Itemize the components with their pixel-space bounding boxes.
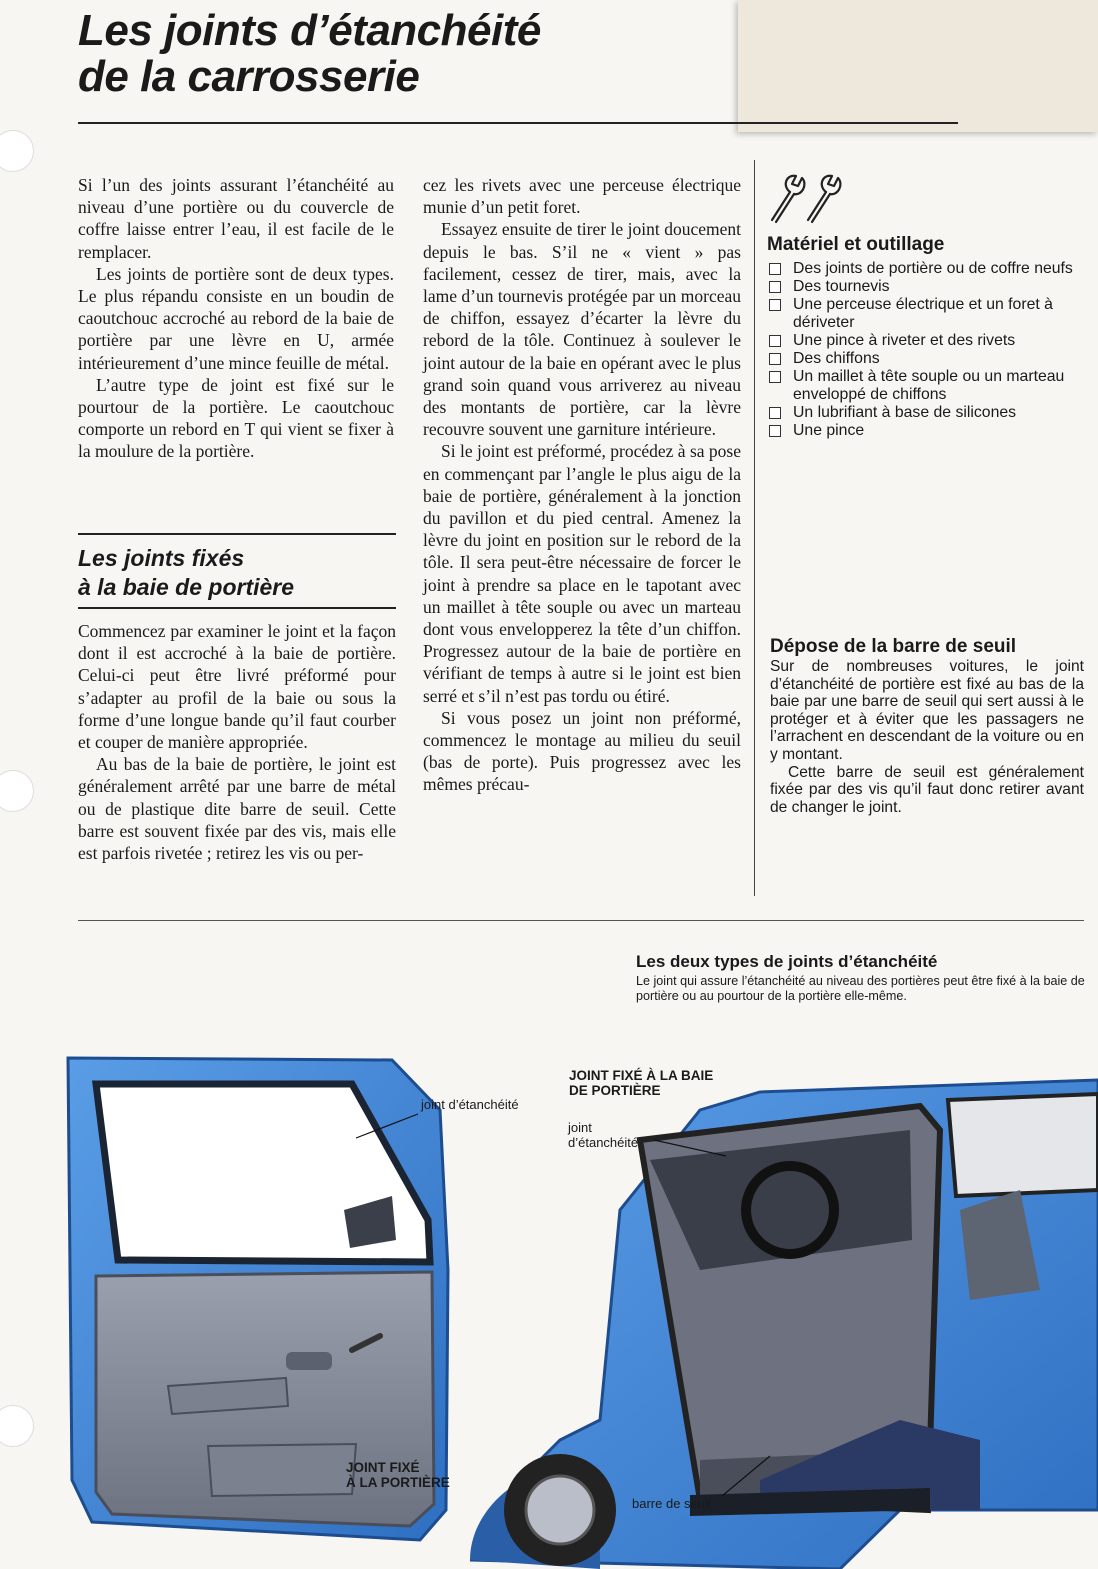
list-item: Des joints de portière ou de coffre neufs bbox=[767, 260, 1087, 278]
paragraph: Les joints de portière sont de deux types. Le plus répandu consiste en un boudin de caoutchouc accroché au rebord de la baie de portière par une lèvre en U, armée intérieurement d’une mince feuille de métal. bbox=[78, 263, 394, 373]
checkbox-icon bbox=[769, 263, 781, 275]
tools-box bbox=[767, 234, 1087, 440]
door-handle bbox=[286, 1352, 332, 1370]
list-item: Une perceuse électrique et un foret à dériveter bbox=[767, 296, 1087, 332]
page-title-line1: Les joints d’étanchéité bbox=[78, 6, 541, 55]
door-seal-illustration bbox=[0, 1040, 1098, 1569]
checkbox-icon bbox=[769, 299, 781, 311]
figure-rule bbox=[78, 920, 1084, 921]
subhead-rule-top bbox=[78, 533, 396, 535]
checkbox-icon bbox=[769, 371, 781, 383]
list-item: Une pince bbox=[767, 422, 1087, 440]
paragraph: Si le joint est préformé, procédez à sa pose en commençant par l’angle le plus aigu de la baie de portière, généralement à la jonction du pavillon et du pied central. Amenez la lèvre du joint en position sur le rebord de la tôle. Il sera peut-être nécessaire de forcer le joint à prendre sa place en le tapotant avec un maillet à tête souple ou avec un marteau dont vous envelopperez la tête d’un chiffon. Progressez autour de la baie de portière en vérifiant de temps à autre si le joint est bien serré et s’il n’est pas tordu ou étiré. bbox=[423, 441, 741, 706]
paragraph: Au bas de la baie de portière, le joint est généralement arrêté par une barre de métal ou de plastique dite barre de seuil. Cette barre est souvent fixée par des vis, mais elle est parfois rivetée ; retirez les vis ou per- bbox=[78, 754, 396, 864]
body-seal-label: joint d’étanchéité bbox=[568, 1120, 639, 1150]
binder-hole bbox=[0, 770, 34, 812]
list-item: Un maillet à tête souple ou un marteau enveloppé de chiffons bbox=[767, 368, 1087, 404]
door-seal-label: joint d’étanchéité bbox=[421, 1097, 519, 1112]
checkbox-icon bbox=[769, 335, 781, 347]
door-type-label: JOINT FIXÉ À LA PORTIÈRE bbox=[346, 1460, 450, 1490]
car-drawing bbox=[470, 1080, 1098, 1569]
page-tab-shadow bbox=[738, 0, 1098, 132]
list-item: Des chiffons bbox=[767, 350, 1087, 368]
figure-caption-text: Le joint qui assure l’étanchéité au niveau des portières peut être fixé à la baie de portière ou au pourtour de la portière elle-même. bbox=[636, 974, 1085, 1003]
subhead-rule-bottom bbox=[78, 607, 396, 609]
column-1-intro bbox=[78, 174, 394, 463]
figure-caption bbox=[636, 952, 1086, 1004]
sill-box bbox=[770, 636, 1084, 816]
paragraph: Sur de nombreuses voitures, le joint d’étanchéité de portière est fixé au bas de la baie par une barre de seuil qui sert aussi à le protéger et à éviter que les passagers ne l’arrachent en descendant de la voiture ou en y montant. bbox=[770, 658, 1084, 763]
list-item: Un lubrifiant à base de silicones bbox=[767, 404, 1087, 422]
tools-list bbox=[767, 260, 1087, 440]
body-type-label: JOINT FIXÉ À LA BAIE DE PORTIÈRE bbox=[569, 1068, 714, 1098]
list-item: Une pince à riveter et des rivets bbox=[767, 332, 1087, 350]
column-2 bbox=[423, 174, 741, 796]
paragraph: Essayez ensuite de tirer le joint doucement depuis le bas. S’il ne « vient » pas facilement, cessez de tirer, mais, avec la lame d’un tournevis protégée par un morceau de chiffon, essayez d’écarter la lèvre du rebord de la tôle. Continuez à soulever le joint autour de la baie en opérant avec le plus grand soin quand vous arriverez au niveau des montants de portière, car la lèvre recouvre souvent une garniture intérieure. bbox=[423, 219, 741, 440]
title-rule bbox=[78, 122, 958, 124]
paragraph: cez les rivets avec une perceuse électrique munie d’un petit foret. bbox=[423, 175, 741, 218]
binder-hole bbox=[0, 130, 34, 172]
list-item: Des tournevis bbox=[767, 278, 1087, 296]
page-title bbox=[78, 8, 541, 100]
sill-title: Dépose de la barre de seuil bbox=[770, 636, 1017, 657]
paragraph: Cette barre de seuil est généralement fixée par des vis qu’il faut donc retirer avant de changer le joint. bbox=[770, 763, 1084, 816]
paragraph: Si l’un des joints assurant l’étanchéité au niveau d’une portière ou du couvercle de coffre laisse entrer l’eau, il est facile de le remplacer. bbox=[78, 175, 394, 262]
checkbox-icon bbox=[769, 407, 781, 419]
checkbox-icon bbox=[769, 281, 781, 293]
page-title-line2: de la carrosserie bbox=[78, 52, 420, 101]
paragraph: Si vous posez un joint non préformé, commencez le montage au milieu du seuil (bas de porte). Puis progressez avec les mêmes précau- bbox=[423, 707, 741, 795]
section-subhead: Les joints fixés à la baie de portière bbox=[78, 545, 295, 600]
checkbox-icon bbox=[769, 353, 781, 365]
sill-label: barre de seuil bbox=[632, 1496, 711, 1511]
tools-title: Matériel et outillage bbox=[767, 234, 945, 255]
column-1-section bbox=[78, 620, 396, 864]
checkbox-icon bbox=[769, 425, 781, 437]
figure-title: Les deux types de joints d’étanchéité bbox=[636, 952, 938, 971]
wrench-icon bbox=[768, 172, 854, 224]
paragraph: L’autre type de joint est fixé sur le pourtour de la portière. Le caoutchouc comporte un rebord en T qui vient se fixer à la moulure de la portière. bbox=[78, 374, 394, 462]
paragraph: Commencez par examiner le joint et la façon dont il est accroché à la baie de portière. Celui-ci peut être livré préformé pour s’adapter au profil de la baie ou sous la forme d’une longue bande qu’il faut courber et couper de manière appropriée. bbox=[78, 621, 396, 753]
column-divider bbox=[754, 160, 755, 896]
